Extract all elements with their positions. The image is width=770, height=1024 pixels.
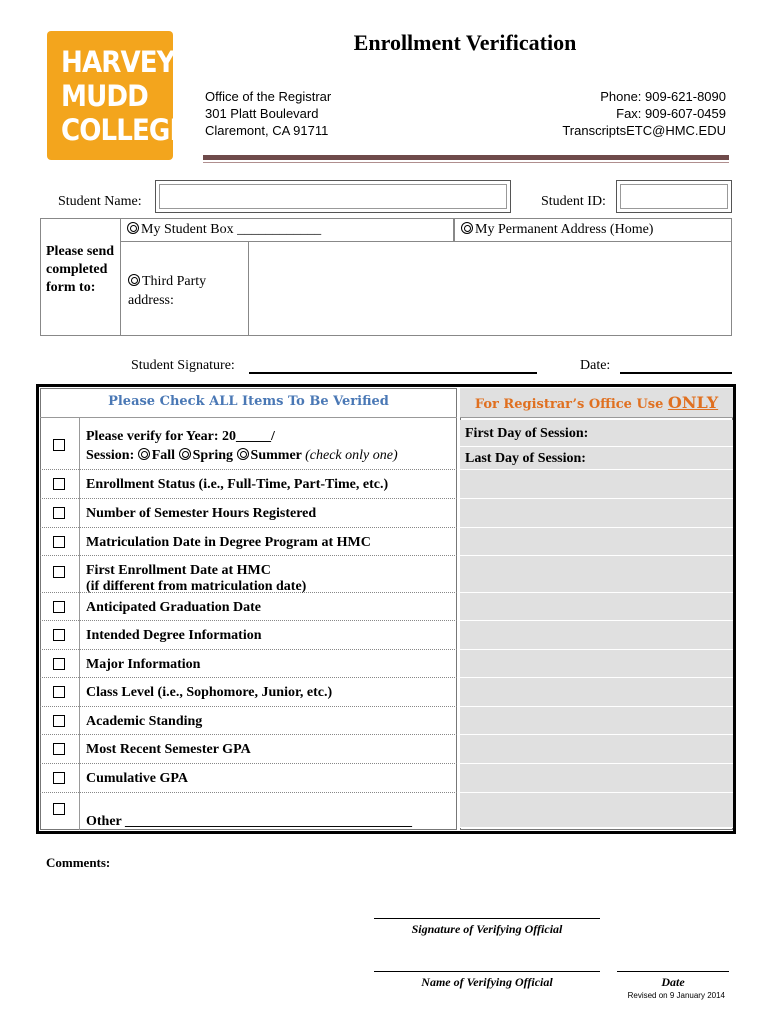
item-label: Anticipated Graduation Date (86, 600, 261, 615)
logo-line-1: HARVEY (61, 44, 175, 79)
student-id-field[interactable] (616, 180, 732, 213)
official-signature-line[interactable] (374, 918, 600, 919)
option-student-box[interactable] (120, 218, 454, 242)
registrar-address (205, 88, 331, 139)
date-line[interactable] (620, 372, 732, 374)
first-day-cell[interactable] (460, 420, 733, 447)
item-checkbox[interactable] (53, 566, 65, 578)
official-name-label: Name of Verifying Official (421, 975, 553, 989)
option-third-party[interactable] (120, 242, 248, 336)
registrar-cell[interactable] (460, 764, 733, 793)
third-party-radio[interactable] (128, 274, 140, 286)
item-label: Number of Semester Hours Registered (86, 506, 317, 521)
page-title: Enrollment Verification (353, 30, 577, 55)
student-signature-label: Student Signature: (131, 358, 235, 373)
address-line-3: Claremont, CA 91711 (205, 123, 329, 138)
registrar-header (460, 388, 733, 418)
spring-radio[interactable] (179, 448, 191, 460)
items-header: Please Check ALL Items To Be Verified (40, 388, 457, 418)
item-label: Class Level (i.e., Sophomore, Junior, etc.) (86, 685, 333, 700)
session-line (86, 447, 398, 465)
item-checkbox[interactable] (53, 601, 65, 613)
logo-line-2: MUDD (61, 78, 148, 113)
registrar-cell[interactable] (460, 707, 733, 735)
registrar-cell[interactable] (460, 735, 733, 764)
student-name-field[interactable] (155, 180, 511, 213)
third-party-address-field[interactable] (248, 242, 732, 336)
item-checkbox[interactable] (53, 686, 65, 698)
registrar-header-text: For Registrar’s Office Use (474, 397, 668, 412)
item-checkbox[interactable] (53, 658, 65, 670)
registrar-cell[interactable] (460, 678, 733, 707)
registrar-cell[interactable] (460, 650, 733, 678)
item-label: Cumulative GPA (86, 771, 189, 786)
item-checkbox[interactable] (53, 743, 65, 755)
summer-label: Summer (250, 448, 302, 463)
header-divider-thin (203, 162, 729, 163)
email: TranscriptsETC@HMC.EDU (562, 123, 726, 138)
item-label: Matriculation Date in Degree Program at HMC (86, 535, 371, 550)
registrar-cell[interactable] (460, 528, 733, 556)
registrar-cell[interactable] (460, 793, 733, 828)
session-note: (check only one) (305, 448, 398, 463)
registrar-cell[interactable] (460, 556, 733, 593)
fall-radio[interactable] (138, 448, 150, 460)
registrar-cell[interactable] (460, 621, 733, 650)
student-signature-line[interactable] (249, 372, 537, 374)
send-to-label: Please send completed form to: (46, 244, 115, 295)
date-label: Date: (580, 358, 611, 373)
student-name-input[interactable] (159, 184, 507, 209)
student-box-label: My Student Box ____________ (141, 222, 322, 237)
item-checkbox[interactable] (53, 629, 65, 641)
item-label: Intended Degree Information (86, 628, 262, 643)
summer-radio[interactable] (237, 448, 249, 460)
item-label: Other _________________________________________ (86, 814, 413, 829)
fax: Fax: 909-607-0459 (616, 106, 726, 121)
item-label: Most Recent Semester GPA (86, 742, 251, 757)
item-label: Major Information (86, 657, 201, 672)
home-address-radio[interactable] (461, 222, 473, 234)
official-signature-label: Signature of Verifying Official (411, 922, 563, 936)
registrar-cell[interactable] (460, 470, 733, 499)
option-home-address[interactable] (454, 218, 732, 242)
phone: Phone: 909-621-8090 (600, 89, 726, 104)
header-divider (203, 155, 729, 160)
year-checkbox[interactable] (53, 439, 65, 451)
registrar-cell[interactable] (460, 593, 733, 621)
student-id-label: Student ID: (541, 194, 606, 209)
item-checkbox[interactable] (53, 536, 65, 548)
send-to-label-cell (40, 218, 120, 336)
official-name-line[interactable] (374, 971, 600, 972)
logo-line-3: COLLEGE (61, 112, 187, 147)
registrar-header-only: ONLY (667, 393, 719, 412)
comments-label: Comments: (46, 855, 111, 870)
item-checkbox[interactable] (53, 803, 65, 815)
registrar-cell[interactable] (460, 499, 733, 528)
third-party-label: Third Party address: (128, 274, 207, 308)
address-line-1: Office of the Registrar (205, 89, 332, 104)
year-line: Please verify for Year: 20_____/ (86, 429, 275, 444)
item-checkbox[interactable] (53, 715, 65, 727)
item-label: Enrollment Status (i.e., Full-Time, Part-Time, etc.) (86, 477, 389, 492)
first-day-label: First Day of Session: (465, 426, 589, 441)
student-id-input[interactable] (620, 184, 728, 209)
home-address-label: My Permanent Address (Home) (475, 222, 654, 237)
item-checkbox[interactable] (53, 507, 65, 519)
spring-label: Spring (192, 448, 234, 463)
item-sublabel: (if different from matriculation date) (86, 579, 307, 594)
item-label: Academic Standing (86, 714, 203, 729)
item-checkbox[interactable] (53, 772, 65, 784)
student-box-radio[interactable] (127, 222, 139, 234)
last-day-cell[interactable] (460, 447, 733, 470)
official-date-label: Date (661, 975, 685, 989)
item-label: First Enrollment Date at HMC (86, 563, 271, 578)
revised-date: Revised on 9 January 2014 (627, 991, 725, 1000)
address-line-2: 301 Platt Boulevard (205, 106, 319, 121)
official-date-line[interactable] (617, 971, 729, 972)
last-day-label: Last Day of Session: (465, 451, 586, 466)
item-checkbox[interactable] (53, 478, 65, 490)
session-label: Session: (86, 448, 135, 463)
student-name-label: Student Name: (58, 194, 142, 209)
registrar-contact (562, 88, 726, 139)
fall-label: Fall (151, 448, 176, 463)
